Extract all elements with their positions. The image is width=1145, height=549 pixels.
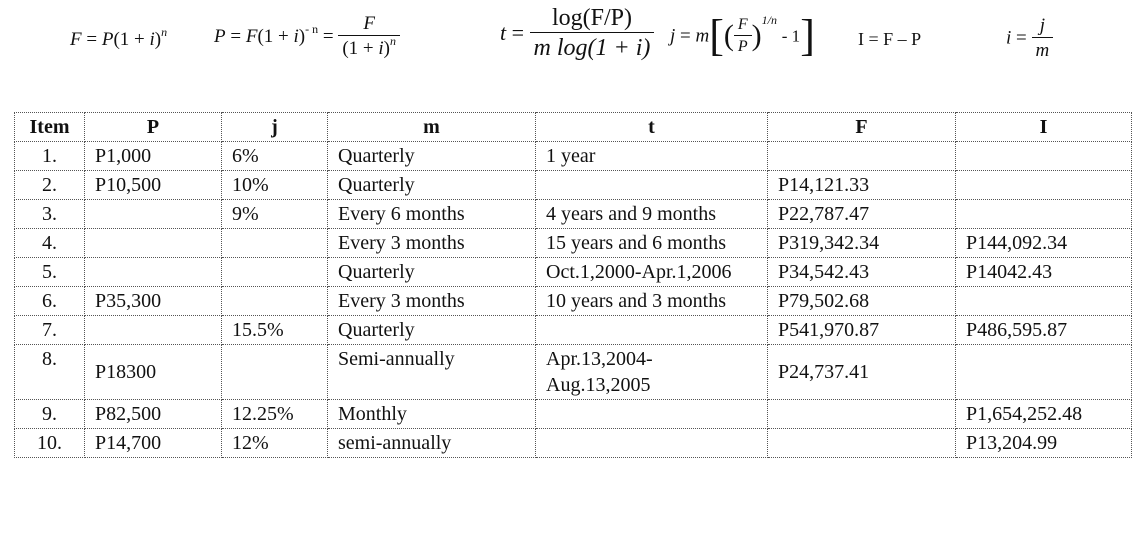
cell-m: Every 3 months [328, 229, 536, 258]
cell-item: 7. [15, 316, 85, 345]
cell-p [85, 316, 222, 345]
cell-i [956, 142, 1132, 171]
formula-term: - 1 [781, 26, 801, 46]
cell-m: Every 3 months [328, 287, 536, 316]
formula-fraction [530, 6, 655, 60]
cell-t: Oct.1,2000-Apr.1,2006 [536, 258, 768, 287]
cell-p: P10,500 [85, 171, 222, 200]
cell-t: 4 years and 9 months [536, 200, 768, 229]
header-j: j [222, 113, 328, 142]
cell-f [768, 400, 956, 429]
cell-item: 5. [15, 258, 85, 287]
cell-f: P22,787.47 [768, 200, 956, 229]
cell-i: P1,654,252.48 [956, 400, 1132, 429]
formula-term: ) [298, 25, 306, 47]
cell-p [85, 200, 222, 229]
formula-fraction [734, 17, 752, 55]
formula-term: (1 + [342, 38, 379, 59]
left-bracket: [ [709, 11, 724, 60]
cell-m: semi-annually [328, 429, 536, 458]
cell-m: Monthly [328, 400, 536, 429]
formula-term: (1 + [113, 29, 150, 50]
cell-p [85, 229, 222, 258]
interest-table [14, 112, 1132, 458]
cell-j: 9% [222, 200, 328, 229]
cell-f: P541,970.87 [768, 316, 956, 345]
cell-i [956, 345, 1132, 400]
cell-i: P486,595.87 [956, 316, 1132, 345]
cell-item: 1. [15, 142, 85, 171]
cell-j: 10% [222, 171, 328, 200]
table-row [15, 200, 1132, 229]
cell-t [536, 429, 768, 458]
cell-f: P319,342.34 [768, 229, 956, 258]
formula-term: F [70, 29, 82, 50]
formula-term: ) [383, 38, 390, 59]
cell-j: 12.25% [222, 400, 328, 429]
cell-item: 9. [15, 400, 85, 429]
cell-t: 1 year [536, 142, 768, 171]
formula-term: i [378, 38, 384, 59]
cell-p: P1,000 [85, 142, 222, 171]
fraction-numerator: log(F/P) [551, 5, 632, 31]
cell-t [536, 171, 768, 200]
formula-term: P [101, 29, 114, 50]
cell-i: P13,204.99 [956, 429, 1132, 458]
table-row [15, 316, 1132, 345]
table-row [15, 429, 1132, 458]
cell-j [222, 229, 328, 258]
table-row [15, 142, 1132, 171]
cell-p: P35,300 [85, 287, 222, 316]
table-row [15, 345, 1132, 400]
cell-f: P79,502.68 [768, 287, 956, 316]
header-t: t [536, 113, 768, 142]
cell-j [222, 287, 328, 316]
right-bracket: ] [800, 11, 815, 60]
formula-term: = [318, 25, 334, 47]
fraction-numerator: F [737, 16, 748, 33]
formula-term: = [1011, 27, 1032, 49]
table-header-row [15, 113, 1132, 142]
formula-present-value [214, 14, 400, 58]
formula-term: F [245, 25, 258, 47]
cell-j: 15.5% [222, 316, 328, 345]
cell-p: P18300 [85, 345, 222, 400]
cell-f: P34,542.43 [768, 258, 956, 287]
formula-future-value [70, 25, 168, 50]
cell-m: Quarterly [328, 316, 536, 345]
header-item: Item [15, 113, 85, 142]
fraction-numerator: F [363, 13, 375, 34]
formula-nominal-rate [670, 11, 815, 60]
table-row [15, 171, 1132, 200]
cell-f [768, 142, 956, 171]
formula-term: i [149, 29, 155, 50]
cell-f [768, 429, 956, 458]
formula-bar [0, 0, 1145, 100]
header-i: I [956, 113, 1132, 142]
cell-item: 3. [15, 200, 85, 229]
cell-t [536, 316, 768, 345]
cell-i [956, 171, 1132, 200]
cell-p: P14,700 [85, 429, 222, 458]
header-m: m [328, 113, 536, 142]
formula-term: = [506, 20, 530, 45]
formula-term: j [670, 25, 676, 47]
cell-t: 15 years and 6 months [536, 229, 768, 258]
cell-f: P24,737.41 [768, 345, 956, 400]
cell-item: 2. [15, 171, 85, 200]
cell-i: P144,092.34 [956, 229, 1132, 258]
cell-t [536, 400, 768, 429]
table-row [15, 258, 1132, 287]
cell-f: P14,121.33 [768, 171, 956, 200]
fraction-numerator: j [1039, 15, 1045, 36]
formula-term: = [81, 29, 102, 50]
formula-fraction [1032, 16, 1054, 60]
formula-exponent: n [389, 34, 396, 48]
formula-term: = [225, 25, 246, 47]
cell-item: 6. [15, 287, 85, 316]
cell-m: Quarterly [328, 258, 536, 287]
fraction-denominator [338, 35, 400, 58]
cell-j: 12% [222, 429, 328, 458]
cell-i [956, 200, 1132, 229]
cell-m: Semi-annually [328, 345, 536, 400]
fraction-denominator: P [734, 35, 752, 55]
cell-j: 6% [222, 142, 328, 171]
formula-term: ) [154, 29, 162, 50]
table-row [15, 400, 1132, 429]
formula-periodic-rate [1006, 16, 1053, 60]
table-row [15, 229, 1132, 258]
formula-term: m [695, 25, 710, 47]
formula-fraction [338, 14, 400, 58]
formula-term: t [500, 20, 507, 45]
formula-exponent: n [161, 25, 168, 39]
cell-p: P82,500 [85, 400, 222, 429]
cell-j [222, 345, 328, 400]
cell-j [222, 258, 328, 287]
cell-item: 8. [15, 345, 85, 400]
formula-term: i [1006, 27, 1012, 49]
table-row [15, 287, 1132, 316]
right-paren: ) [751, 19, 762, 52]
formula-time [500, 6, 654, 60]
formula-interest [858, 30, 921, 48]
cell-m: Every 6 months [328, 200, 536, 229]
fraction-denominator: m log(1 + i) [530, 32, 655, 60]
left-paren: ( [723, 19, 734, 52]
cell-p [85, 258, 222, 287]
cell-m: Quarterly [328, 171, 536, 200]
cell-i: P14042.43 [956, 258, 1132, 287]
formula-term: (1 + [257, 25, 294, 47]
cell-t: Apr.13,2004-Aug.13,2005 [536, 345, 768, 400]
cell-item: 10. [15, 429, 85, 458]
cell-item: 4. [15, 229, 85, 258]
formula-exponent: - n [305, 21, 319, 36]
formula-term: P [214, 25, 226, 47]
cell-i [956, 287, 1132, 316]
formula-term: I = F – P [858, 29, 922, 49]
formula-exponent: 1/n [761, 13, 778, 28]
header-p: P [85, 113, 222, 142]
cell-t: 10 years and 3 months [536, 287, 768, 316]
cell-m: Quarterly [328, 142, 536, 171]
header-f: F [768, 113, 956, 142]
fraction-denominator: m [1032, 37, 1054, 60]
formula-term: = [675, 25, 696, 47]
formula-term: i [293, 25, 299, 47]
